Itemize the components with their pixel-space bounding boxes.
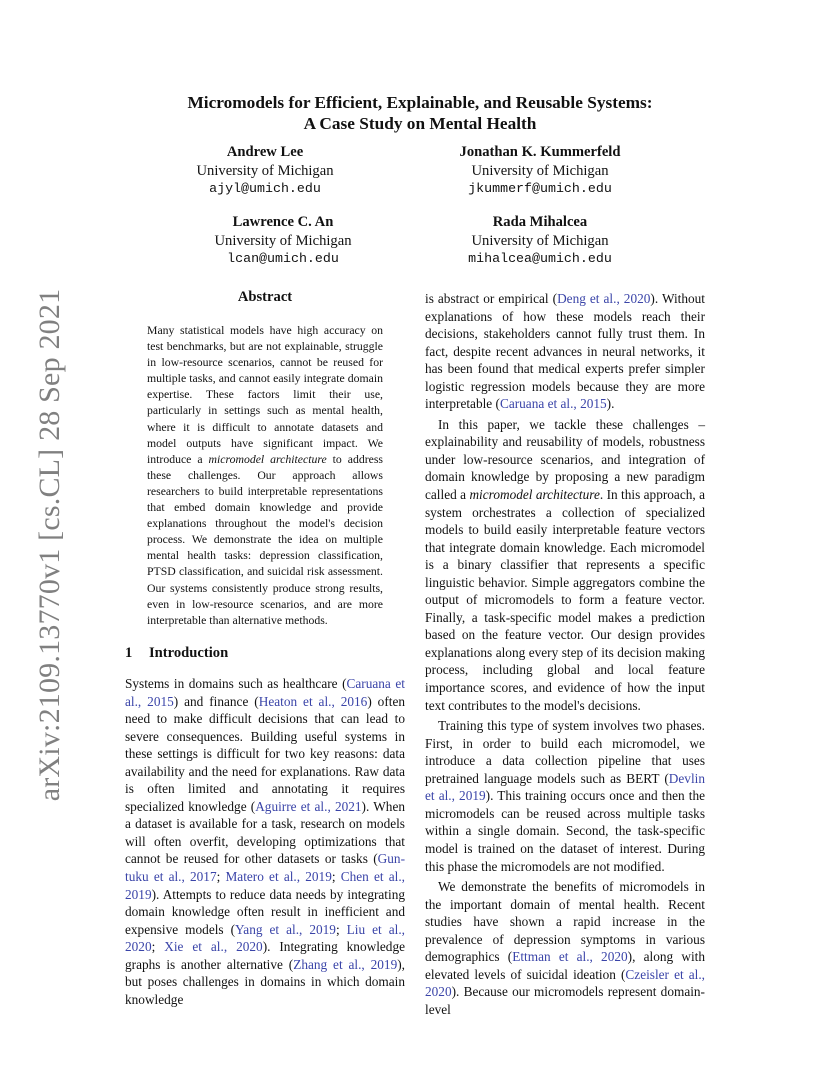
- arxiv-id-text: arXiv:2109.13770v1 [cs.CL] 28 Sep 2021: [33, 288, 66, 802]
- intro-left-column: [125, 675, 405, 1008]
- abstract-text: Many statistical models have high accuracy on test benchmarks, but are not explainable, struggle in low-resource scenarios, cannot be reused for multiple tasks, and cannot easily integrate domain expertise. These factors limit their use, particularly in settings such as mental health, where it is difficult to annotate datasets and model outputs have significant impact. We introduce a: [147, 324, 383, 466]
- intro-paragraph: In this paper, we tackle these challenges – explainability and reusability of models, robustness under low-resource scenarios, and integration of domain knowledge by proposing a new paradigm called a micromodel architecture. In this approach, a system orchestrates a collection of specialized models to build easily interpretable feature vectors that integrate domain knowledge. Each micromodel is a binary classifier that represents a specific linguistic behavior. Simple aggregators combine the output of micromodels to form a feature vector. Finally, a task-specific model makes a prediction based on the feature vector. Our design provides explanations along every step of its decision making process, including global and local feature importance scores, and evidence of how the input text contributes to the model's decisions.: [425, 416, 705, 713]
- intro-paragraph: Training this type of system involves two phases. First, in order to build each micromodel, we introduce a data collection pipeline that uses pretrained language models such as BERT (Devlin et al., 2019). This training occurs once and then the micromodels can be reused across multiple tasks within a single domain. Second, the task-specific model is trained on the dataset of interest. During this phase the micromodels are not modified.: [425, 718, 705, 874]
- citation-link[interactable]: Ettman et al., 2020: [512, 949, 628, 965]
- title-line-1: Micromodels for Efficient, Explainable, and Reusable Systems:: [187, 93, 653, 112]
- author-email[interactable]: jkummerf@umich.edu: [468, 181, 612, 196]
- author-name: Lawrence C. An: [232, 214, 334, 230]
- author-affiliation: University of Michigan: [214, 232, 352, 249]
- intro-emphasis: micromodel architecture: [469, 487, 600, 503]
- author-email[interactable]: mihalcea@umich.edu: [468, 251, 612, 266]
- citation-link[interactable]: Gun-tuku et al., 2017: [125, 851, 405, 885]
- section-number: 1: [125, 645, 133, 661]
- author-affiliation: University of Michigan: [471, 232, 609, 249]
- citation-link[interactable]: Liu et al., 2020: [125, 921, 405, 955]
- citation-link[interactable]: Czeisler et al., 2020: [425, 966, 705, 1000]
- arxiv-identifier: [0, 288, 100, 802]
- intro-right-column: [425, 290, 705, 1018]
- abstract-emphasis: micromodel architecture: [208, 452, 327, 466]
- author-name: Jonathan K. Kummerfeld: [459, 144, 621, 160]
- author-block-3: [153, 213, 413, 269]
- intro-paragraph: Systems in domains such as healthcare (Caruana et al., 2015) and finance (Heaton et al., 2016) often need to make difficult decisions that can lead to severe consequences. Building useful systems in these settings is difficult for two key reasons: data availability and the need for explanations. Raw data is often limited and annotating it requires specialized knowledge (Aguirre et al., 2021). When a dataset is available for a task, research on models will often overfit, developing optimizations that cannot be reused for other datasets or tasks (Gun-tuku et al., 2017; Matero et al., 2019; Chen et al., 2019). Attempts to reduce data needs by integrating domain knowledge often result in inefficient and expensive models (Yang et al., 2019; Liu et al., 2020; Xie et al., 2020). Integrating knowledge graphs is another alternative (Zhang et al., 2019), but poses challenges in domains in which domain knowledge: [125, 676, 405, 1007]
- intro-paragraph: is abstract or empirical (Deng et al., 2020). Without explanations of how these models reach their decisions, stakeholders cannot fully trust them. In fact, despite recent advances in neural networks, it has been found that medical experts prefer simpler logistic regression models because they are more interpretable (Caruana et al., 2015).: [425, 291, 705, 412]
- citation-link[interactable]: Devlin et al., 2019: [425, 770, 705, 804]
- author-affiliation: University of Michigan: [471, 162, 609, 179]
- abstract-text: to address these challenges. Our approach allows researchers to build interpretable representations that embed domain knowledge and provide explanations throughout the model's decision process. We demonstrate the idea on multiple mental health tasks: depression classification, PTSD classification, and suicidal risk assessment. Our systems consistently produce strong results, even in low-resource scenarios, and are more interpretable than alternative methods.: [147, 452, 383, 627]
- author-block-2: [410, 143, 670, 199]
- section-title: Introduction: [149, 645, 229, 661]
- section-heading: [125, 645, 228, 662]
- author-affiliation: University of Michigan: [196, 162, 334, 179]
- citation-link[interactable]: Chen et al., 2019: [125, 869, 405, 902]
- author-name: Rada Mihalcea: [492, 214, 588, 230]
- author-block-4: [410, 213, 670, 269]
- citation-link[interactable]: Matero et al., 2019: [225, 869, 332, 885]
- intro-paragraph: We demonstrate the benefits of micromodels in the important domain of mental health. Recent studies have shown a rapid increase in the prevalence of depression symptoms in various demographics (Ettman et al., 2020), along with elevated levels of suicidal ideation (Czeisler et al., 2020). Because our micromodels represent domain-level: [425, 879, 705, 1017]
- citation-link[interactable]: Xie et al., 2020: [164, 939, 263, 955]
- citation-link[interactable]: Yang et al., 2019: [235, 921, 336, 937]
- citation-link[interactable]: Zhang et al., 2019: [293, 956, 398, 972]
- author-email[interactable]: lcan@umich.edu: [227, 251, 339, 266]
- paper-title: [120, 92, 720, 134]
- author-email[interactable]: ajyl@umich.edu: [209, 181, 321, 196]
- citation-link[interactable]: Caruana et al., 2015: [125, 676, 405, 709]
- citation-link[interactable]: Aguirre et al., 2021: [255, 798, 362, 814]
- author-name: Andrew Lee: [226, 144, 304, 160]
- citation-link[interactable]: Deng et al., 2020: [557, 291, 651, 306]
- author-block-1: [135, 143, 395, 199]
- citation-link[interactable]: Heaton et al., 2016: [258, 693, 368, 709]
- abstract-heading: Abstract: [237, 289, 293, 305]
- citation-link[interactable]: Caruana et al., 2015: [499, 396, 607, 412]
- abstract-body: [147, 323, 383, 629]
- title-line-2: A Case Study on Mental Health: [303, 114, 537, 133]
